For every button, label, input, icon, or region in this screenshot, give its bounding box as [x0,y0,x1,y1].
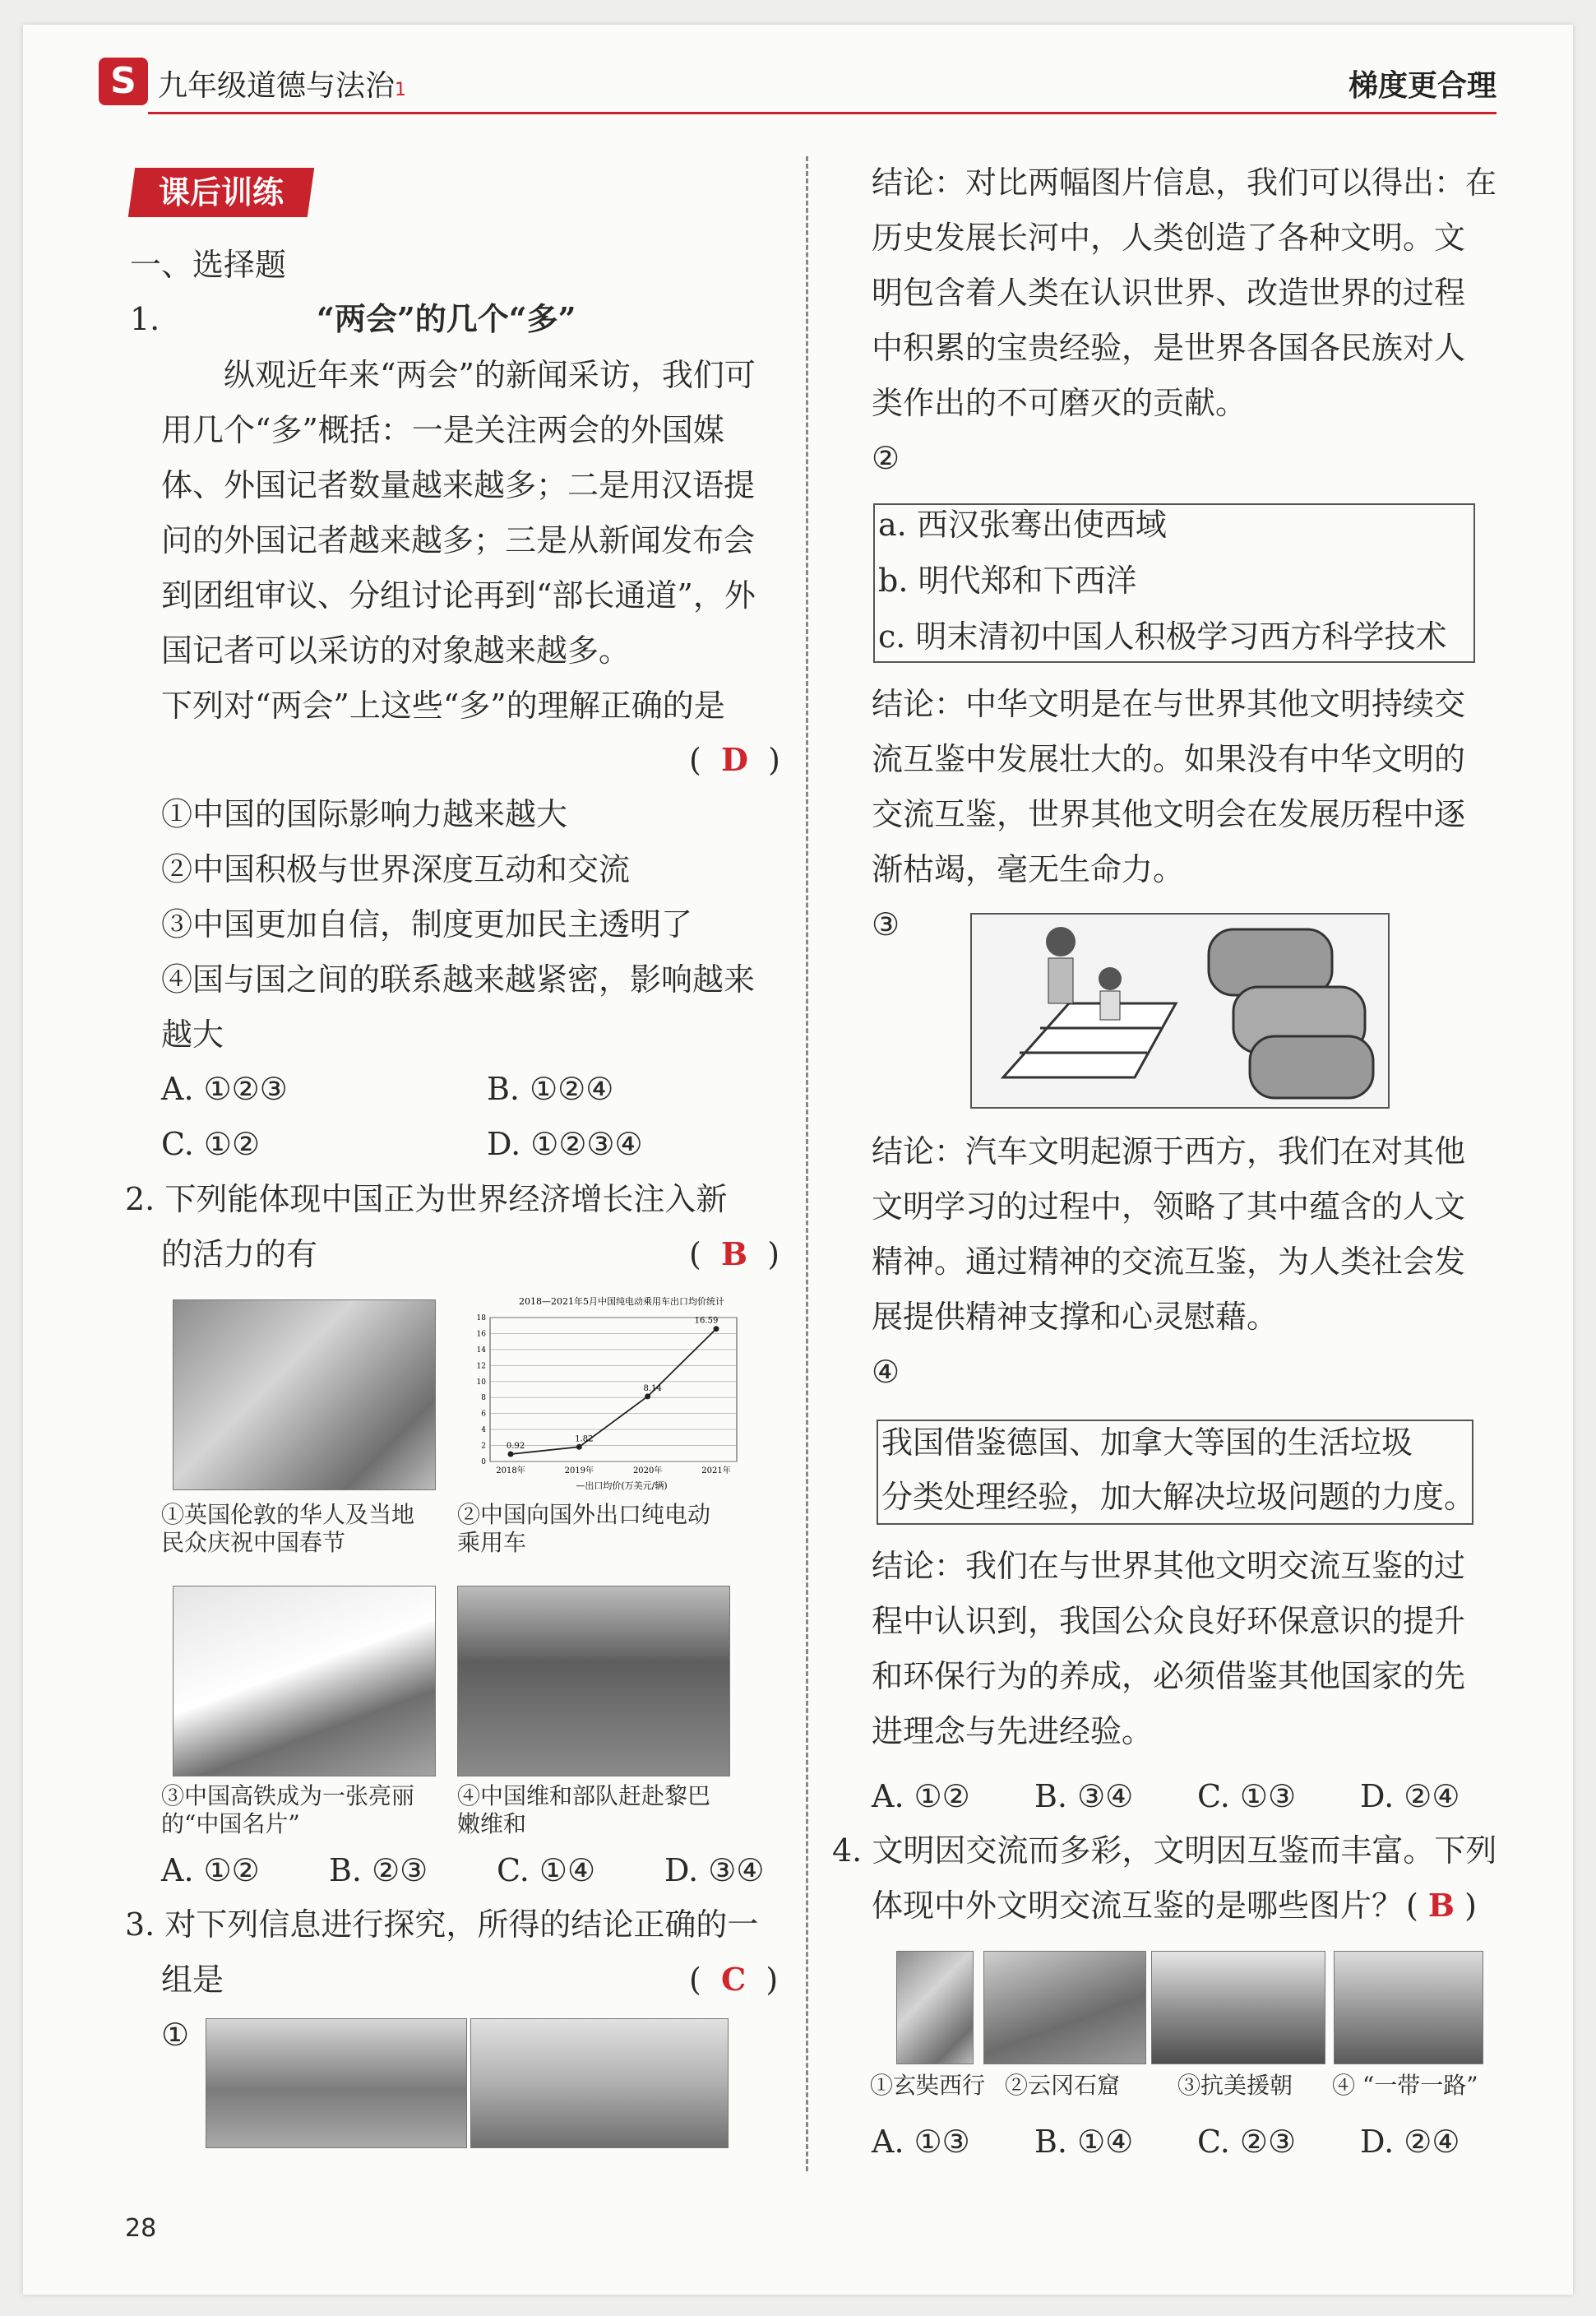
chart-data-label: 8.14 [643,1383,662,1393]
q3-conclusion-1: 结论：对比两幅图片信息，我们可以得出：在 [872,164,1497,201]
q3-conclusion-3: 精神。通过精神的交流互鉴，为人类社会发 [872,1244,1466,1280]
q3-option-b[interactable]: B. ③④ [1034,1778,1134,1814]
chart-point [576,1444,582,1450]
q3-box-2-line: c. 明末清初中国人积极学习西方科学技术 [878,618,1447,655]
q2-option-c[interactable]: C. ①④ [497,1852,596,1888]
q3-conclusion-1: 中积累的宝贵经验，是世界各国各民族对人 [872,330,1466,366]
photo-xuanzang [896,1951,974,2064]
header-rule [148,112,1497,114]
chart-series-line [511,1329,716,1454]
q3-answer: C [720,1961,747,1998]
q1-answer-slot: ( D ) [689,741,780,778]
q2-stem: 2. 下列能体现中国正为世界经济增长注入新 [125,1181,728,1217]
q3-conclusion-3: 展提供精神支撑和心灵慰藉。 [872,1299,1279,1335]
drawing-crosswalk-cars [970,913,1390,1109]
photo-belt-and-road [1334,1951,1483,2064]
q3-marker-1: ① [161,2017,190,2053]
q2-stem: 的活力的有 [161,1236,318,1272]
q2-caption: ③中国高铁成为一张亮丽 [161,1782,415,1809]
q1-passage-line: 体、外国记者数量越来越多；二是用汉语提 [161,467,756,503]
ev-export-chart [457,1293,753,1490]
book-title: 九年级道德与法治 [158,69,396,103]
q4-option-d[interactable]: D. ②④ [1360,2124,1460,2160]
q3-box-2-line: b. 明代郑和下西洋 [878,563,1137,599]
q1-answer: D [720,741,748,778]
q1-item: ④国与国之间的联系越来越紧密，影响越来 [161,961,756,998]
photo-high-speed-rail [173,1586,436,1776]
q2-caption: 乘用车 [457,1529,527,1556]
photo-temple-of-heaven [206,2018,467,2148]
q3-conclusion-2: 交流互鉴，世界其他文明会在发展历程中逐 [872,796,1466,832]
q3-conclusion-1: 明包含着人类在认识世界、改造世界的过程 [872,275,1466,311]
q4-answer: B [1427,1887,1455,1924]
page-header [99,58,1497,123]
q2-caption: 民众庆祝中国春节 [161,1529,346,1556]
chart-x-tick-label: 2020年 [632,1466,663,1475]
q4-caption: ④ “一带一路” [1332,2072,1478,2099]
chart-y-tick-label: 2 [481,1442,486,1451]
chart-y-tick-label: 14 [476,1346,486,1355]
q3-marker-3: ③ [872,906,900,943]
q1-item: ①中国的国际影响力越来越大 [161,796,568,832]
chart-title: 2018—2021年5月中国纯电动乘用车出口均价统计 [519,1296,724,1307]
chart-x-tick-label: 2019年 [564,1466,594,1475]
chart-point [645,1393,650,1399]
q3-conclusion-3: 结论：汽车文明起源于西方，我们在对其他 [872,1133,1466,1170]
q2-answer-slot: ( B ) [689,1235,780,1272]
q4-option-b[interactable]: B. ①④ [1034,2124,1134,2160]
q1-option-a[interactable]: A. ①②③ [161,1071,288,1107]
q1-passage-line: 到团组审议、分组讨论再到“部长通道”，外 [161,577,756,614]
q3-stem: 3. 对下列信息进行探究，所得的结论正确的一 [125,1906,759,1943]
q2-caption: 嫩维和 [457,1810,527,1837]
chart-y-tick-label: 8 [481,1394,486,1403]
q2-caption: ①英国伦敦的华人及当地 [161,1501,415,1528]
q3-option-a[interactable]: A. ①② [872,1778,970,1814]
header-slogan: 梯度更合理 [1348,69,1497,103]
q1-number: 1. [130,301,160,337]
column-divider [806,156,808,2171]
chart-point [508,1452,514,1457]
chart-y-tick-label: 10 [476,1378,486,1387]
q3-conclusion-2: 流互鉴中发展壮大的。如果没有中华文明的 [872,741,1466,777]
q3-conclusion-4: 程中认识到，我国公众良好环保意识的提升 [872,1603,1466,1639]
chart-frame [490,1318,737,1461]
q3-option-d[interactable]: D. ②④ [1360,1778,1460,1814]
chart-point [714,1326,719,1332]
q3-stem: 组是 [161,1962,224,1998]
q3-box-4-line: 我国借鉴德国、加拿大等国的生活垃圾 [881,1424,1413,1461]
q2-option-b[interactable]: B. ②③ [329,1852,428,1888]
q4-option-a[interactable]: A. ①③ [872,2124,970,2160]
q3-box-4-line: 分类处理经验，加大解决垃圾问题的力度。 [881,1479,1476,1515]
q3-conclusion-1: 历史发展长河中，人类创造了各种文明。文 [872,220,1466,256]
q2-caption: ④中国维和部队赶赴黎巴 [457,1782,711,1809]
q2-option-a[interactable]: A. ①② [161,1852,260,1888]
q4-caption: ①玄奘西行 [870,2072,986,2099]
page-number: 28 [125,2214,157,2243]
photo-korean-war [1151,1951,1325,2064]
photo-peacekeepers [457,1586,730,1776]
q4-stem: 体现中外文明交流互鉴的是哪些图片？ [872,1888,1404,1924]
q2-option-d[interactable]: D. ③④ [664,1852,765,1888]
q3-conclusion-4: 结论：我们在与世界其他文明交流互鉴的过 [872,1548,1466,1584]
chart-x-tick-label: 2018年 [496,1466,525,1475]
q3-conclusion-1: 类作出的不可磨灭的贡献。 [872,385,1247,421]
q1-heading: “两会”的几个“多” [317,300,576,337]
q2-caption: 的“中国名片” [161,1810,300,1837]
chart-y-tick-label: 18 [476,1314,486,1322]
q2-caption: ②中国向国外出口纯电动 [457,1501,711,1528]
section-title: 一、选择题 [130,247,287,283]
chart-y-tick-label: 4 [481,1426,486,1435]
q3-answer-slot: ( C ) [689,1961,779,1998]
q1-item: ③中国更加自信，制度更加民主透明了 [161,906,693,943]
q1-item: ②中国积极与世界深度互动和交流 [161,851,631,887]
section-badge: 课后训练 [128,168,314,217]
q3-conclusion-2: 渐枯竭，毫无生命力。 [872,851,1185,887]
chart-y-tick-label: 16 [476,1330,486,1339]
chart-y-tick-label: 0 [481,1458,486,1466]
chart-data-label: 16.59 [694,1316,719,1326]
q3-option-c[interactable]: C. ①③ [1197,1778,1297,1814]
q4-option-c[interactable]: C. ②③ [1197,2124,1297,2160]
q3-conclusion-4: 进理念与先进经验。 [872,1713,1154,1749]
chart-x-tick-label: 2021年 [701,1466,731,1475]
q4-caption: ②云冈石窟 [1005,2072,1121,2099]
q4-answer-slot: ( B ) [1406,1887,1477,1924]
photo-yungang-grottoes [983,1951,1146,2064]
publisher-logo: S [99,58,148,105]
q1-option-d[interactable]: D. ①②③④ [487,1126,643,1162]
photo-sphinx [470,2018,729,2148]
q1-passage-line: 问的外国记者越来越多；三是从新闻发布会 [161,522,756,558]
q3-marker-4: ④ [872,1354,900,1390]
book-title-sub: 1 [395,80,407,100]
q1-question: 下列对“两会”上这些“多”的理解正确的是 [161,688,725,724]
q4-caption: ③抗美援朝 [1177,2072,1293,2099]
chart-data-label: 0.92 [506,1442,525,1452]
chart-data-label: 1.82 [575,1434,594,1444]
q1-passage-line: 用几个“多”概括：一是关注两会的外国媒 [161,412,724,448]
photo-chinese-new-year-london [173,1299,436,1490]
chart-y-tick-label: 6 [481,1410,486,1419]
q3-marker-2: ② [872,440,900,476]
q2-answer: B [720,1235,748,1272]
q3-box-2-line: a. 西汉张骞出使西域 [878,507,1167,543]
q1-passage-line: 纵观近年来“两会”的新闻采访，我们可 [224,357,756,393]
q1-item: 越大 [161,1017,224,1053]
chart-y-tick-label: 12 [476,1362,486,1371]
chart-legend: —出口均价(万美元/辆) [576,1480,668,1490]
q3-conclusion-3: 文明学习的过程中，领略了其中蕴含的人文 [872,1188,1466,1225]
q4-stem: 4. 文明因交流而多彩，文明因互鉴而丰富。下列 [832,1832,1497,1869]
q1-option-c[interactable]: C. ①② [161,1126,261,1162]
q3-conclusion-4: 和环保行为的养成，必须借鉴其他国家的先 [872,1658,1466,1694]
q1-passage-line: 国记者可以采访的对象越来越多。 [161,632,631,669]
q1-option-b[interactable]: B. ①②④ [487,1071,614,1107]
q3-conclusion-2: 结论：中华文明是在与世界其他文明持续交 [872,686,1466,722]
